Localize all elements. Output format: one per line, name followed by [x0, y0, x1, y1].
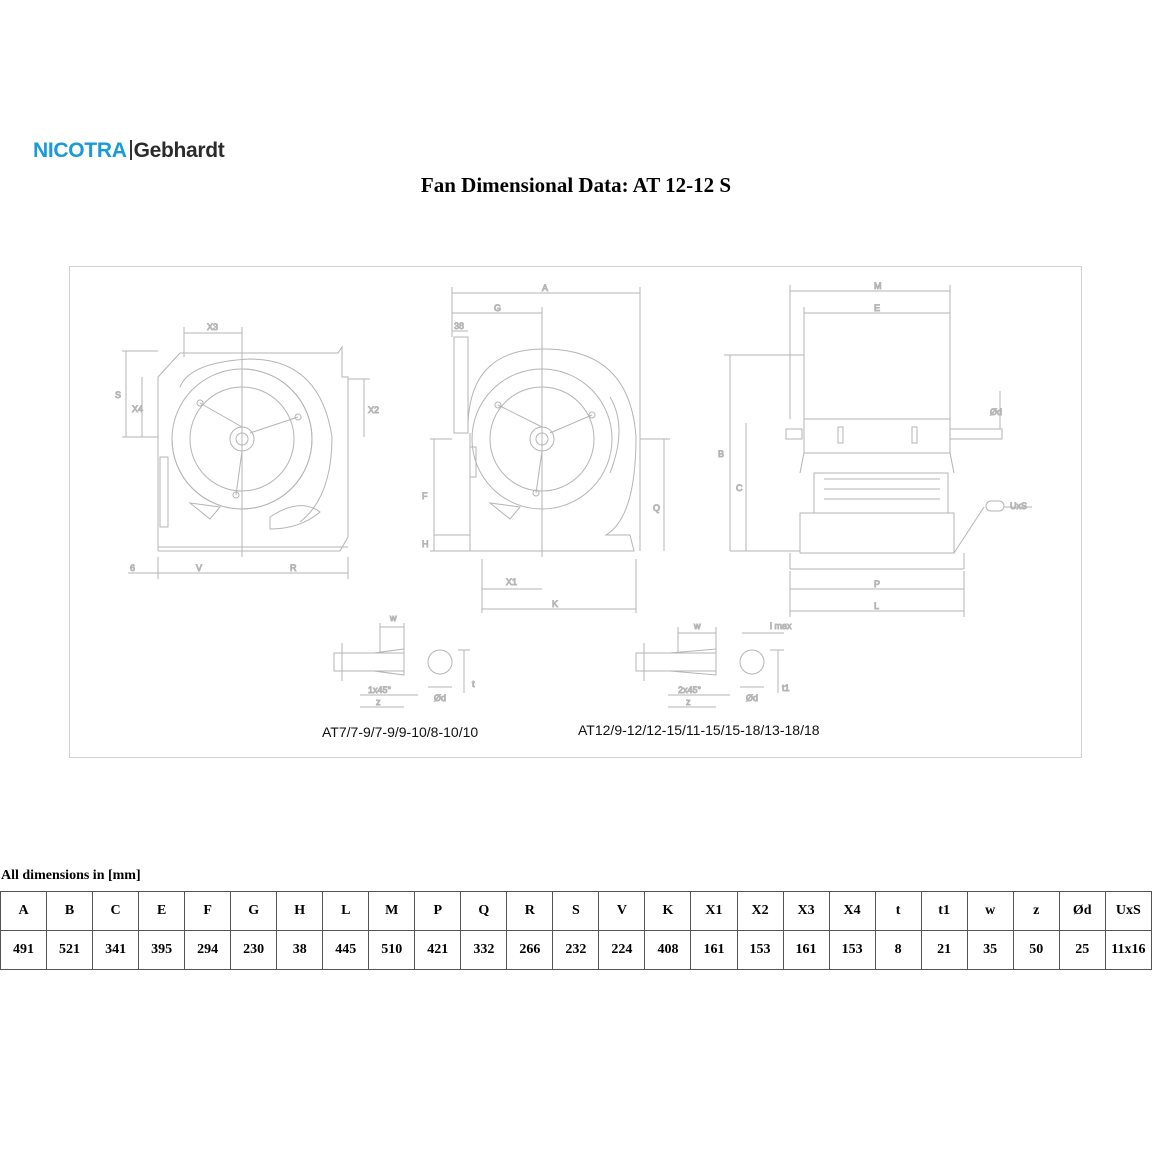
table-cell: 8 [875, 931, 921, 970]
table-header-cell: UxS [1105, 892, 1151, 931]
label-v: V [196, 563, 203, 573]
label-x1: X1 [506, 577, 518, 587]
table-cell: 153 [829, 931, 875, 970]
table-row [1, 931, 1152, 970]
label-l: L [874, 601, 880, 611]
logo-brand-text: NICOTRA [33, 139, 127, 162]
table-cell: 153 [737, 931, 783, 970]
table-cell: 421 [415, 931, 461, 970]
table-cell: 161 [783, 931, 829, 970]
label-f: F [422, 491, 428, 501]
table-cell: 341 [93, 931, 139, 970]
table-cell: 11x16 [1105, 931, 1151, 970]
logo-brand-text-2: Gebhardt [133, 139, 225, 162]
label-t: t [472, 679, 475, 689]
label-c: C [736, 483, 743, 493]
table-header-cell: M [369, 892, 415, 931]
table-header-cell: Q [461, 892, 507, 931]
label-a: A [542, 283, 549, 293]
table-cell: 232 [553, 931, 599, 970]
table-header-cell: z [1013, 892, 1059, 931]
table-cell: 35 [967, 931, 1013, 970]
technical-drawing [69, 266, 1082, 758]
table-cell: 25 [1059, 931, 1105, 970]
label-lmax: l max [770, 621, 792, 631]
table-header-cell: R [507, 892, 553, 931]
table-cell: 491 [1, 931, 47, 970]
dimensions-table [0, 891, 1152, 970]
shaft-detail-left [334, 613, 475, 707]
table-header-cell: w [967, 892, 1013, 931]
units-note: All dimensions in [mm] [1, 868, 141, 883]
label-t1: t1 [782, 683, 790, 693]
table-header-cell: S [553, 892, 599, 931]
label-od-right: Ød [746, 693, 759, 703]
table-header-cell: X3 [783, 892, 829, 931]
label-w-right: w [694, 621, 701, 631]
table-cell: 521 [47, 931, 93, 970]
table-header-cell: C [93, 892, 139, 931]
side-view-center [422, 283, 670, 613]
table-header-cell: t [875, 892, 921, 931]
label-k: K [552, 599, 559, 609]
table-header-cell: E [139, 892, 185, 931]
logo-separator [130, 140, 132, 160]
label-g: G [494, 303, 502, 313]
table-cell: 38 [277, 931, 323, 970]
front-view [718, 281, 1032, 617]
label-s: S [115, 390, 122, 400]
label-uxs: UxS [1010, 501, 1028, 511]
table-header-cell: B [47, 892, 93, 931]
label-b: B [718, 449, 725, 459]
table-header-cell: F [185, 892, 231, 931]
label-2x45: 2x45° [678, 685, 702, 695]
caption-right: AT12/9-12/12-15/11-15/15-18/13-18/18 [578, 722, 820, 738]
label-x2: X2 [368, 405, 380, 415]
table-header-cell: L [323, 892, 369, 931]
table-header-cell: X1 [691, 892, 737, 931]
table-cell: 510 [369, 931, 415, 970]
label-38: 38 [454, 321, 465, 331]
drawing-svg [70, 267, 1081, 757]
table-header-cell: t1 [921, 892, 967, 931]
label-od: Ød [990, 407, 1003, 417]
side-view-left [115, 322, 379, 579]
table-header-cell: P [415, 892, 461, 931]
label-m: M [874, 281, 882, 291]
label-z-left: z [376, 697, 381, 707]
table-header-cell: Ød [1059, 892, 1105, 931]
table-cell: 395 [139, 931, 185, 970]
label-z-right: z [686, 697, 691, 707]
table-cell: 161 [691, 931, 737, 970]
table-cell: 50 [1013, 931, 1059, 970]
table-header-cell: K [645, 892, 691, 931]
table-cell: 445 [323, 931, 369, 970]
label-od-left: Ød [434, 693, 447, 703]
label-r: R [290, 563, 297, 573]
label-x3: X3 [207, 322, 219, 332]
table-header-cell: X2 [737, 892, 783, 931]
table-header-cell: G [231, 892, 277, 931]
label-x4: X4 [132, 404, 144, 414]
table-header-cell: X4 [829, 892, 875, 931]
label-w-left: w [390, 613, 397, 623]
label-1x45: 1x45° [368, 685, 392, 695]
table-cell: 266 [507, 931, 553, 970]
table-cell: 21 [921, 931, 967, 970]
table-header-cell: V [599, 892, 645, 931]
table-cell: 230 [231, 931, 277, 970]
label-p: P [874, 579, 881, 589]
label-h: H [422, 539, 429, 549]
nicotra-gebhardt-logo [33, 138, 225, 164]
table-cell: 224 [599, 931, 645, 970]
label-6: 6 [130, 563, 136, 573]
table-cell: 332 [461, 931, 507, 970]
shaft-detail-right [636, 621, 792, 707]
label-e: E [874, 303, 881, 313]
table-cell: 408 [645, 931, 691, 970]
table-header-row [1, 892, 1152, 931]
table-cell: 294 [185, 931, 231, 970]
table-header-cell: H [277, 892, 323, 931]
caption-left: AT7/7-9/7-9/9-10/8-10/10 [322, 724, 479, 740]
table-header-cell: A [1, 892, 47, 931]
label-q: Q [653, 503, 661, 513]
page-title: Fan Dimensional Data: AT 12-12 S [420, 173, 732, 197]
